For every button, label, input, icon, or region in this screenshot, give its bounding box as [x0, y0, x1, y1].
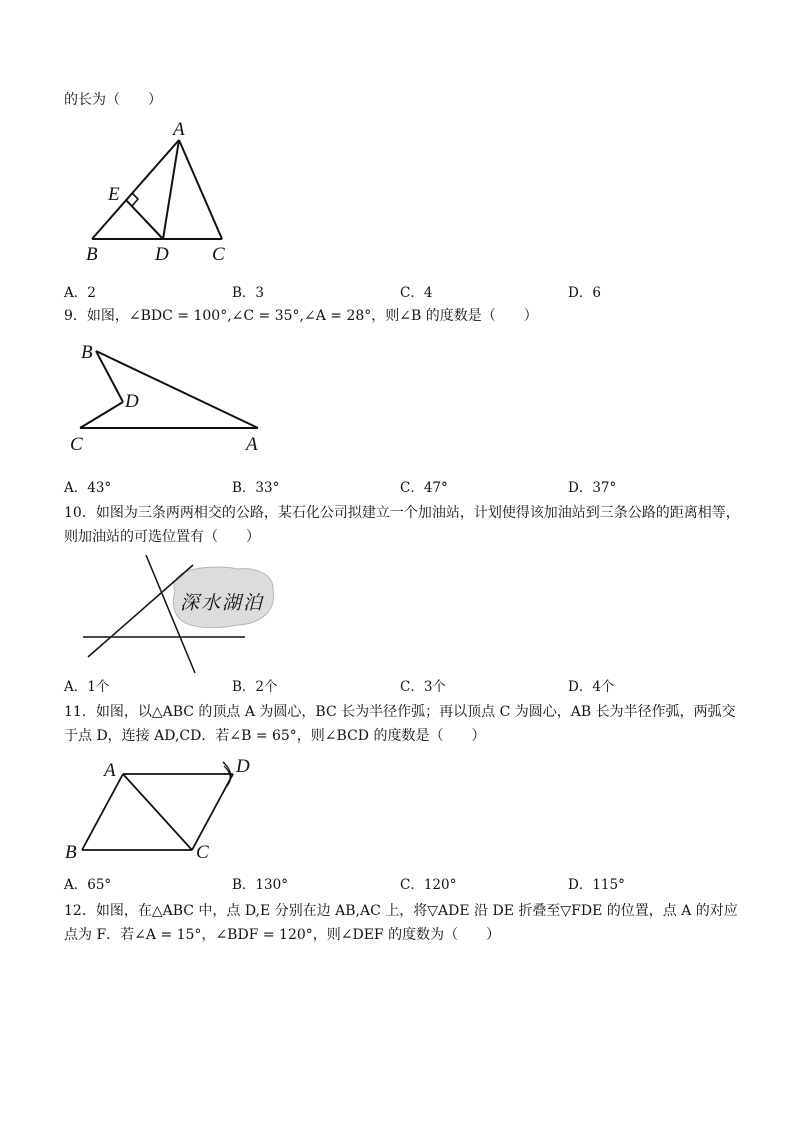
q8-label-b: B — [86, 244, 98, 265]
q8-figure — [80, 118, 280, 268]
q8-option-d: D．6 — [568, 285, 601, 301]
q8-label-c: C — [212, 244, 225, 265]
q8-option-b: B．3 — [232, 285, 265, 301]
q9-stem: 9．如图，∠BDC = 100°,∠C = 35°,∠A = 28°，则∠B 的度数是（ ） — [64, 308, 538, 324]
q9-option-d: D．37° — [568, 480, 617, 496]
q8-label-d: D — [155, 244, 169, 265]
q9-option-a: A．43° — [64, 480, 112, 496]
q8-stem-tail: 的长为（ ） — [64, 92, 162, 108]
q12-stem-line1: 12．如图，在△ABC 中，点 D,E 分别在边 AB,AC 上，将▽ADE 沿 DE 折叠至▽FDE 的位置，点 A 的对应 — [64, 903, 738, 919]
q12-stem-line2: 点为 F．若∠A = 15°，∠BDF = 120°，则∠DEF 的度数为（ ） — [64, 927, 501, 943]
q9-label-d: D — [125, 391, 139, 412]
q9-label-a: A — [246, 434, 258, 455]
q9-option-c: C．47° — [400, 480, 448, 496]
q11-figure — [60, 752, 280, 867]
lake-label: 深水湖泊 — [180, 593, 265, 614]
q10-option-b: B．2个 — [232, 679, 278, 695]
q10-stem-line1: 10．如图为三条两两相交的公路，某石化公司拟建立一个加油站，计划使得该加油站到三条公路的距离相等， — [64, 505, 740, 521]
q10-stem-line2: 则加油站的可选位置有（ ） — [64, 529, 260, 545]
q8-label-a: A — [173, 119, 185, 140]
q11-label-b: B — [65, 842, 77, 863]
q11-label-d: D — [236, 756, 250, 777]
q10-figure — [78, 555, 298, 675]
q8-label-e: E — [108, 184, 120, 205]
q11-label-a: A — [104, 760, 116, 781]
q9-figure — [65, 336, 285, 461]
q11-option-b: B．130° — [232, 877, 288, 893]
q10-option-c: C．3个 — [400, 679, 446, 695]
q8-option-a: A．2 — [64, 285, 96, 301]
q9-label-b: B — [81, 342, 93, 363]
q8-option-c: C．4 — [400, 285, 433, 301]
q11-stem-line2: 于点 D，连接 AD,CD．若∠B = 65°，则∠BCD 的度数是（ ） — [64, 728, 486, 744]
q11-label-c: C — [196, 842, 209, 863]
q11-stem-line1: 11．如图，以△ABC 的顶点 A 为圆心，BC 长为半径作弧；再以顶点 C 为圆心，AB 长为半径作弧，两弧交 — [64, 704, 736, 720]
q11-option-c: C．120° — [400, 877, 457, 893]
q10-option-d: D．4个 — [568, 679, 615, 695]
q11-option-d: D．115° — [568, 877, 625, 893]
q10-option-a: A．1个 — [64, 679, 110, 695]
q11-option-a: A．65° — [64, 877, 112, 893]
q9-label-c: C — [70, 434, 83, 455]
q9-option-b: B．33° — [232, 480, 280, 496]
